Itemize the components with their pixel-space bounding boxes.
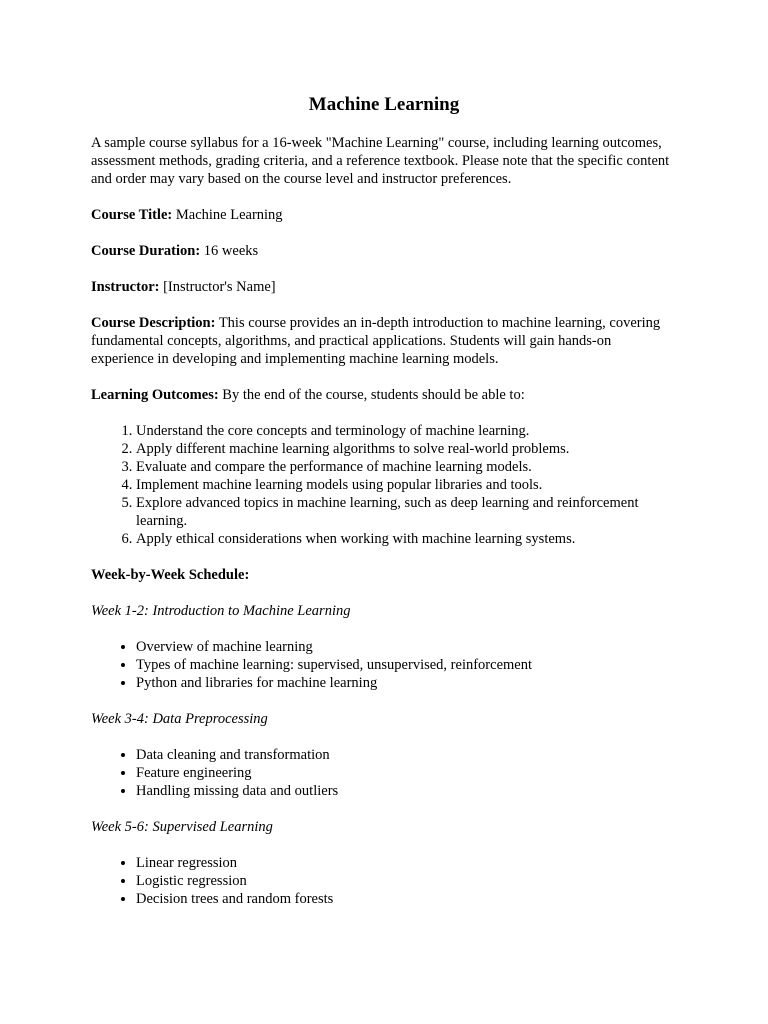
list-item: 5. Explore advanced topics in machine learning, such as deep learning and reinforcement learning.	[136, 494, 677, 530]
week-heading: Week 1-2: Introduction to Machine Learning	[91, 603, 351, 619]
course-title-label: Course Title:	[91, 207, 173, 223]
course-description-label: Course Description:	[91, 315, 216, 331]
week-heading: Week 3-4: Data Preprocessing	[91, 711, 268, 727]
list-item: 6. Apply ethical considerations when working with machine learning systems.	[136, 530, 677, 548]
document-content	[91, 94, 677, 926]
course-duration-label: Course Duration:	[91, 243, 201, 259]
learning-outcomes-value: By the end of the course, students should be able to:	[218, 387, 525, 403]
week-topics-list	[91, 638, 677, 692]
list-item: • Overview of machine learning	[136, 638, 677, 656]
week-heading: Week 5-6: Supervised Learning	[91, 819, 273, 835]
week-topics-list	[91, 746, 677, 800]
list-item: 3. Evaluate and compare the performance of machine learning models.	[136, 458, 677, 476]
week-topics-list	[91, 854, 677, 908]
course-description-paragraph	[91, 314, 677, 368]
course-description-value: This course provides an in-depth introduction to machine learning, covering fundamental concepts, algorithms, and practical applications. Students will gain hands-on experience in developing and implementing machine learning models.	[91, 315, 661, 367]
list-item: • Data cleaning and transformation	[136, 746, 677, 764]
instructor-label: Instructor:	[91, 279, 160, 295]
list-item: 2. Apply different machine learning algorithms to solve real-world problems.	[136, 440, 677, 458]
instructor-value: [Instructor's Name]	[159, 279, 276, 295]
course-duration-line	[91, 242, 677, 260]
list-item: • Handling missing data and outliers	[136, 782, 677, 800]
list-item: • Python and libraries for machine learning	[136, 674, 677, 692]
list-item: • Feature engineering	[136, 764, 677, 782]
course-duration-value: 16 weeks	[200, 243, 259, 259]
list-item: 1. Understand the core concepts and terminology of machine learning.	[136, 422, 677, 440]
learning-outcomes-label: Learning Outcomes:	[91, 387, 219, 403]
instructor-line	[91, 278, 677, 296]
course-title-line	[91, 206, 677, 224]
learning-outcomes-list	[91, 422, 677, 548]
list-item: • Decision trees and random forests	[136, 890, 677, 908]
intro-paragraph: A sample course syllabus for a 16-week "Machine Learning" course, including learning outcomes, assessment methods, grading criteria, and a reference textbook. Please note that the specific content and order may vary based on the course level and instructor preferences.	[91, 135, 670, 187]
course-title-value: Machine Learning	[172, 207, 283, 223]
learning-outcomes-line	[91, 386, 677, 404]
list-item: • Linear regression	[136, 854, 677, 872]
list-item: 4. Implement machine learning models using popular libraries and tools.	[136, 476, 677, 494]
list-item: • Logistic regression	[136, 872, 677, 890]
list-item: • Types of machine learning: supervised, unsupervised, reinforcement	[136, 656, 677, 674]
schedule-heading: Week-by-Week Schedule:	[91, 567, 250, 583]
document-title: Machine Learning	[308, 94, 460, 115]
